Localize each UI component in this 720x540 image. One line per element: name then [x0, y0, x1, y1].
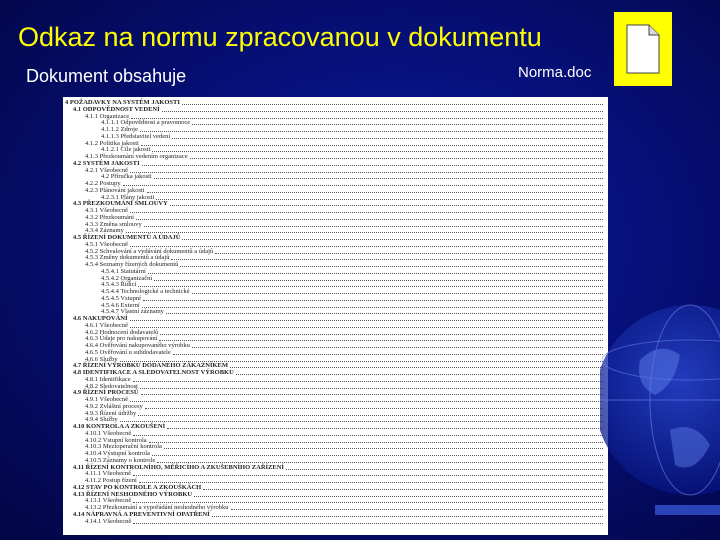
toc-line-text: 4.9.2 Zvláštní procesy [85, 402, 143, 410]
slide-subtitle: Dokument obsahuje [26, 66, 187, 86]
toc-line-text: 4.1.1.3 Představitel vedení [101, 132, 171, 140]
toc-line-text: 4.6.4 Ověřování nakupovaného výrobku [85, 342, 190, 349]
toc-line-text: 4.1.3 Přezkoumání vedením organizace [85, 153, 188, 160]
toc-line-text: 4.14.1 Všeobecně [85, 517, 132, 525]
toc-line-text: 4.1.1.1 Odpovědnost a pravomoce [101, 119, 191, 127]
toc-line-text: 4.6.2 Hodnocení dodavatelů [85, 328, 159, 336]
toc-line-text: 4.6 NAKUPOVÁNÍ [73, 315, 128, 322]
toc-line-text: 4.5.4.7 Vlastní záznamy [101, 308, 164, 316]
toc-line-text: 4.9 ŘÍZENÍ PROCESŮ [73, 389, 139, 397]
toc-line-text: 4.6.5 Ověřování u subdodavatele [85, 348, 171, 356]
toc-line-text: 4.9.1 Všeobecně [85, 396, 129, 403]
toc-line-text: 4.10.2 Vstupní kontrola [85, 436, 147, 444]
toc-line-text: 4.13.2 Přezkoumání a vypořádání neshodného výrobku [85, 504, 229, 511]
toc-line-text: 4.2 SYSTÉM JAKOSTI [73, 159, 140, 167]
toc-line-text: 4.5.4.6 Externí [101, 301, 140, 309]
toc-line-text: 4.2.3 Plánování jakosti [85, 186, 145, 194]
toc-line-text: 4.5.2 Schvalování a vydávání dokumentů a údajů [85, 247, 214, 255]
toc-line-text: 4.1.2.1 Cíle jakosti [101, 146, 151, 154]
toc-line-text: 4.5.1 Všeobecně [85, 240, 129, 248]
document-preview [63, 97, 608, 535]
toc-line-text: 4.3 PŘEZKOUMÁNÍ SMLOUVY [73, 200, 168, 208]
toc-line-text: 4.2.3.1 Plány jakosti [101, 193, 155, 201]
toc-line-text: 4.6.1 Všeobecně [85, 321, 129, 329]
toc-line-text: 4 POŽADAVKY NA SYSTÉM JAKOSTI [65, 99, 180, 106]
toc-line-text: 4.8.2 Sledovatelnost [85, 382, 138, 390]
toc-line-text: 4.5.4.1 Statutární [101, 267, 146, 275]
toc-line-text: 4.13 ŘÍZENÍ NESHODNÉHO VÝROBKU [73, 490, 193, 498]
toc-line-text: 4.5.4 Seznamy řízených dokumentů [85, 261, 179, 268]
globe-icon [600, 300, 720, 540]
toc-line-text: 4.6.3 Údaje pro nakupování [85, 335, 158, 343]
document-icon[interactable] [614, 12, 672, 86]
toc-line [63, 518, 603, 526]
toc-line-text: 4.3.1 Všeobecně [85, 207, 129, 214]
toc-line-text: 4.8.1 Identifikace [85, 375, 131, 383]
file-label[interactable]: Norma.doc [518, 64, 592, 81]
toc-line-text: 4.5 ŘÍZENÍ DOKUMENTŮ A ÚDAJŮ [73, 234, 181, 241]
toc-line-text: 4.11 ŘÍZENÍ KONTROLNÍHO, MĚŘICÍHO A ZKUŠEBNÍHO ZAŘÍZENÍ [73, 463, 284, 471]
toc-line-text: 4.10.4 Výstupní kontrola [85, 450, 150, 457]
toc-line-text: 4.6.6 Služby [85, 355, 118, 363]
toc-line-text: 4.5.4.4 Technologické a technické [101, 288, 190, 295]
slide-title: Odkaz na normu zpracovanou v dokumentu [18, 22, 542, 52]
toc-line-text: 4.7 ŘÍZENÍ VÝROBKU DODANÉHO ZÁKAZNÍKEM [73, 362, 228, 370]
toc-line-text: 4.3.2 Přezkoumání [85, 213, 134, 221]
toc-line-text: 4.5.4.5 Vstupní [101, 294, 141, 302]
toc-line-text: 4.14 NÁPRAVNÁ A PREVENTIVNÍ OPATŘENÍ [73, 510, 210, 518]
toc-line-text: 4.1 ODPOVĚDNOST VEDENÍ [73, 105, 160, 113]
toc-line-text: 4.5.3 Změny dokumentů a údajů [85, 254, 170, 262]
toc-line-text: 4.1.2 Politika jakosti [85, 139, 139, 147]
toc-line-text: 4.3.4 Záznamy [85, 227, 124, 235]
toc-leader-dots [133, 523, 603, 524]
toc-line-text: 4.11.1 Všeobecně [85, 470, 132, 478]
toc-line-text: 4.9.3 Řízení údržby [85, 409, 137, 417]
toc-line-text: 4.5.4.3 Řídicí [101, 281, 137, 289]
toc-line-text: 4.2.2 Postupy [85, 180, 121, 187]
toc-line-text: 4.10.3 Mezioperační kontrola [85, 443, 162, 451]
toc-line-text: 4.10.5 Záznamy o kontrole [85, 456, 156, 464]
toc-line-text: 4.10.1 Všeobecně [85, 429, 132, 437]
toc-line-text: 4.1.1.2 Zdroje [101, 126, 138, 133]
toc-line-text: 4.9.4 Služby [85, 416, 118, 424]
toc-line-text: 4.3.3 Změna smlouvy [85, 220, 142, 228]
toc-line-text: 4.2 Příručka jakosti [101, 173, 152, 181]
toc-line-text: 4.2.1 Všeobecně [85, 166, 129, 174]
toc-line-text: 4.13.1 Všeobecně [85, 497, 132, 505]
toc-line-text: 4.1.1 Organizace [85, 112, 130, 120]
toc-line-text: 4.11.2 Postup řízení [85, 477, 137, 484]
toc-line-text: 4.10 KONTROLA A ZKOUŠENÍ [73, 423, 166, 430]
toc-line-text: 4.12 STAV PO KONTROLE A ZKOUŠKÁCH [73, 483, 202, 491]
toc-line-text: 4.8 IDENTIFIKACE A SLEDOVATELNOST VÝROBKU [73, 369, 234, 376]
toc-line-text: 4.5.4.2 Organizační [101, 274, 153, 282]
